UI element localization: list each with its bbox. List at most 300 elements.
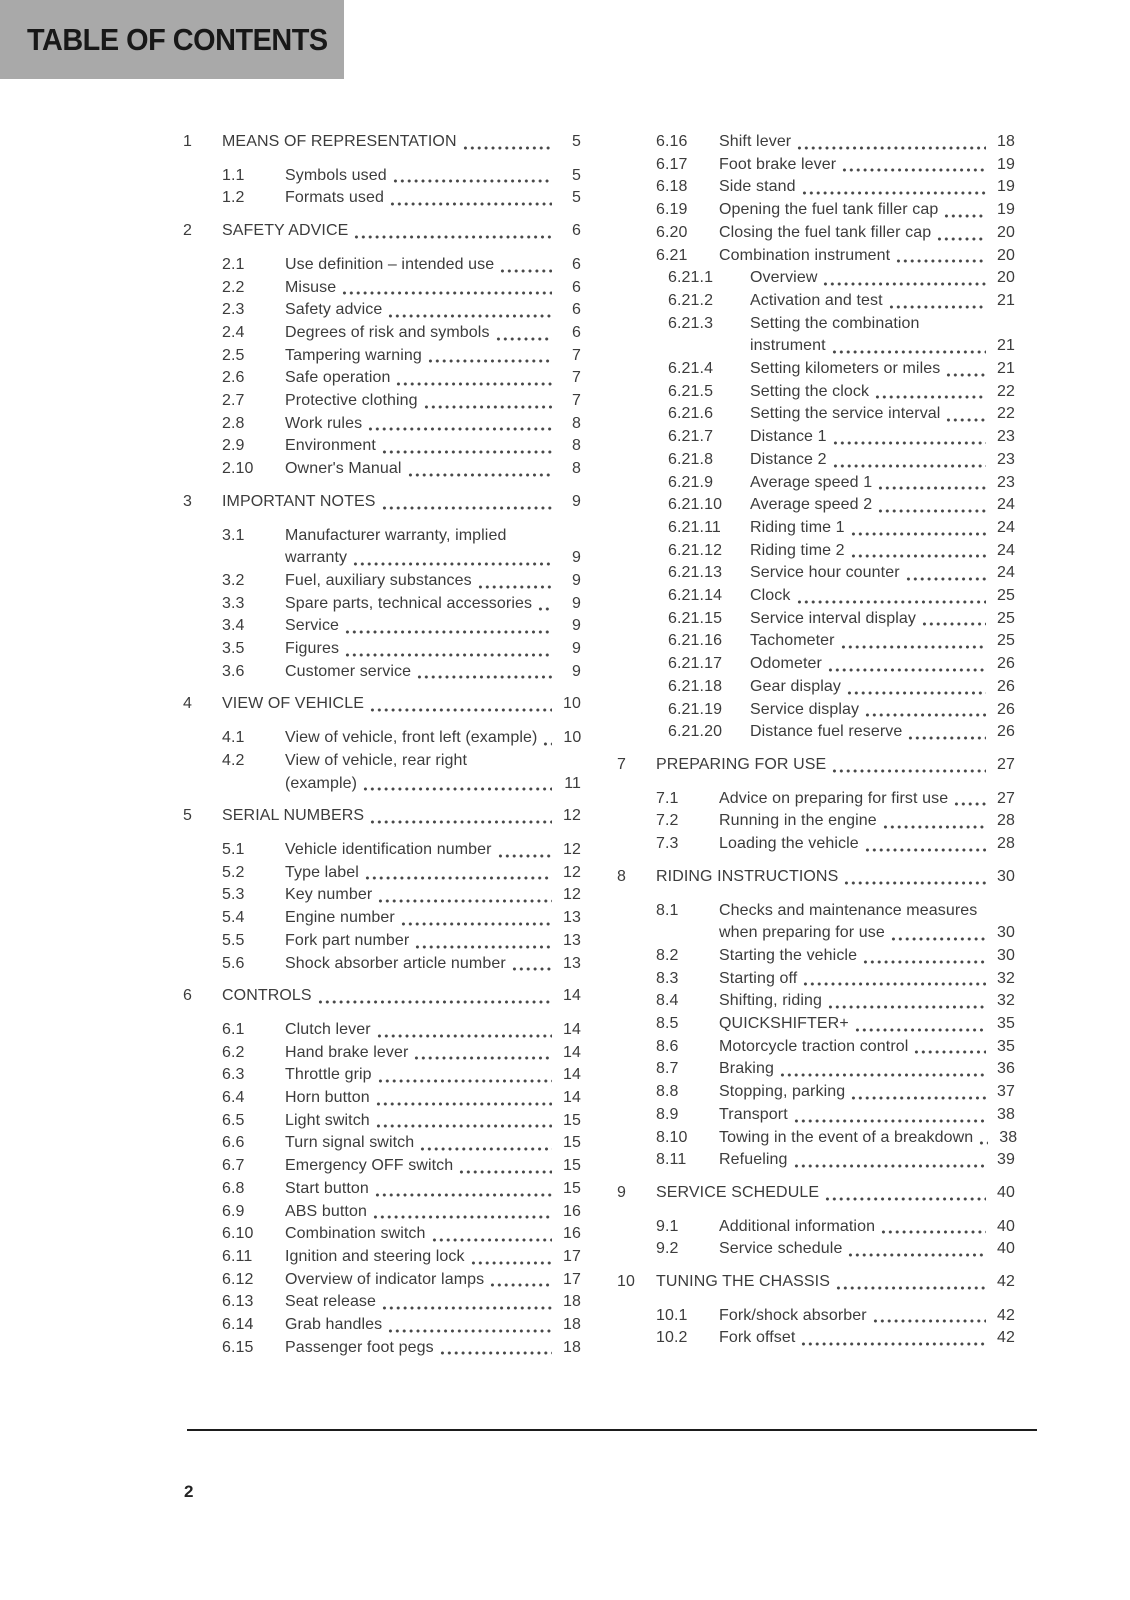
entry-page-number: 38 — [997, 1105, 1015, 1123]
entry-title: Motorcycle traction control — [719, 1037, 909, 1055]
toc-entry — [617, 1305, 1015, 1328]
entry-number: 6.6 — [222, 1134, 245, 1152]
entry-number: 6.21.9 — [668, 473, 714, 491]
entry-number: 6.15 — [222, 1338, 254, 1356]
entry-title-last-line — [719, 990, 1015, 1013]
entry-title-last-line — [222, 131, 581, 154]
entry-page-number: 26 — [997, 700, 1015, 718]
toc-entry — [183, 907, 581, 930]
entry-body — [750, 540, 1015, 563]
footer-rule — [187, 1429, 1037, 1431]
dot-leader — [462, 131, 552, 154]
entry-title-last-line — [750, 381, 1015, 404]
entry-body — [750, 472, 1015, 495]
entry-body — [750, 676, 1015, 699]
entry-page-number: 16 — [563, 1202, 581, 1220]
dot-leader — [793, 1104, 986, 1127]
entry-title-last-line — [656, 754, 1015, 777]
entry-title: Customer service — [285, 662, 412, 680]
dot-leader — [921, 608, 986, 631]
entry-title: MEANS OF REPRESENTATION — [222, 133, 457, 150]
toc-entry — [617, 1238, 1015, 1261]
toc-entry — [183, 277, 581, 300]
entry-title-last-line — [750, 585, 1015, 608]
entry-body — [750, 699, 1015, 722]
entry-title-last-line — [285, 1314, 581, 1337]
entry-title-last-line — [285, 1064, 581, 1087]
toc-entry — [617, 199, 1015, 222]
entry-body — [719, 1305, 1015, 1328]
toc-entry — [183, 985, 581, 1008]
dot-leader — [439, 1337, 552, 1360]
entry-page-number: 14 — [563, 1089, 581, 1107]
entry-number: 6.21.15 — [668, 609, 723, 627]
toc-entry — [617, 1127, 1018, 1150]
entry-page-number: 40 — [997, 1183, 1015, 1201]
entry-page-number: 25 — [997, 609, 1015, 627]
entry-page-number: 39 — [997, 1151, 1015, 1169]
entry-number: 6.3 — [222, 1066, 245, 1084]
entry-title: warranty — [285, 549, 348, 567]
entry-title: Foot brake lever — [719, 155, 837, 173]
entry-body — [719, 990, 1015, 1013]
entry-page-number: 27 — [997, 789, 1015, 807]
entry-title: SERVICE SCHEDULE — [656, 1183, 820, 1201]
entry-title: Symbols used — [285, 166, 387, 184]
toc-entry — [617, 630, 1015, 653]
entry-title-last-line — [719, 1216, 1015, 1239]
entry-number: 10.1 — [656, 1306, 688, 1324]
entry-number: 8.3 — [656, 969, 679, 987]
dot-leader — [831, 335, 986, 358]
dot-leader — [352, 547, 552, 570]
entry-body — [285, 907, 581, 930]
toc-entry — [183, 458, 581, 481]
entry-page-number: 16 — [563, 1225, 581, 1243]
entry-page-number: 15 — [563, 1134, 581, 1152]
entry-number: 2.7 — [222, 392, 245, 410]
toc-entry — [183, 839, 581, 862]
entry-title-last-line — [750, 426, 1015, 449]
entry-title-last-line — [719, 131, 1015, 154]
toc-entry — [183, 413, 581, 436]
dot-leader — [874, 381, 986, 404]
toc-entry — [183, 435, 581, 458]
entry-title-last-line — [285, 277, 581, 300]
entry-title-last-line — [750, 517, 1015, 540]
entry-title: Loading the vehicle — [719, 835, 859, 853]
entry-title-last-line — [656, 1182, 1015, 1205]
toc-entry — [617, 381, 1015, 404]
entry-number: 7.1 — [656, 789, 679, 807]
dot-leader — [395, 367, 552, 390]
toc-entry — [183, 165, 581, 188]
toc-entry — [183, 953, 581, 976]
toc-entry — [617, 1271, 1015, 1294]
entry-title: Average speed 2 — [750, 496, 873, 514]
entry-title: Side stand — [719, 178, 796, 196]
entry-title: Service display — [750, 700, 860, 718]
toc-entry — [617, 403, 1015, 426]
entry-page-number: 9 — [572, 662, 581, 680]
entry-title-last-line — [719, 1081, 1015, 1104]
toc-entry — [183, 1314, 581, 1337]
entry-number: 6.2 — [222, 1043, 245, 1061]
toc-entry — [617, 1081, 1015, 1104]
dot-leader — [376, 1019, 552, 1042]
entry-title: Fuel, auxiliary substances — [285, 571, 472, 589]
entry-body — [719, 900, 1015, 945]
dot-leader — [375, 1110, 552, 1133]
entry-page-number: 30 — [997, 867, 1015, 885]
dot-leader — [847, 1238, 986, 1261]
entry-body — [719, 176, 1015, 199]
entry-body — [285, 322, 581, 345]
toc-entry — [617, 517, 1015, 540]
entry-title: Light switch — [285, 1111, 370, 1129]
toc-entry — [183, 750, 581, 795]
entry-number: 2.10 — [222, 460, 254, 478]
entry-page-number: 6 — [572, 323, 581, 341]
entry-number: 3.5 — [222, 640, 245, 658]
entry-title: QUICKSHIFTER+ — [719, 1015, 849, 1033]
entry-page-number: 22 — [997, 382, 1015, 400]
entry-title: Setting kilometers or miles — [750, 360, 941, 378]
entry-body — [750, 517, 1015, 540]
toc-entry — [183, 1291, 581, 1314]
entry-number: 6.10 — [222, 1225, 254, 1243]
dot-leader — [796, 585, 986, 608]
entry-title-last-line — [285, 1110, 581, 1133]
entry-page-number: 28 — [997, 812, 1015, 830]
entry-title-last-line — [285, 458, 581, 481]
entry-number: 2.8 — [222, 414, 245, 432]
entry-title: Key number — [285, 886, 373, 904]
entry-page-number: 11 — [564, 774, 581, 792]
dot-leader — [362, 773, 552, 796]
entry-number: 6.5 — [222, 1111, 245, 1129]
entry-title: Towing in the event of a breakdown — [719, 1128, 974, 1146]
entry-title: Misuse — [285, 278, 337, 296]
entry-title: Horn button — [285, 1089, 370, 1107]
dot-leader — [344, 638, 552, 661]
entry-number: 3 — [183, 492, 192, 510]
toc-entry — [183, 345, 581, 368]
entry-body — [719, 810, 1015, 833]
entry-page-number: 42 — [997, 1273, 1015, 1291]
dot-leader — [372, 1201, 552, 1224]
entry-title: SAFETY ADVICE — [222, 222, 349, 240]
toc-entry — [617, 900, 1015, 945]
dot-leader — [381, 491, 552, 514]
entry-number: 6.12 — [222, 1270, 254, 1288]
entry-title-last-line — [719, 1238, 1015, 1261]
dot-leader — [978, 1127, 988, 1150]
entry-title: (example) — [285, 774, 358, 792]
entry-page-number: 8 — [572, 437, 581, 455]
entry-page-number: 37 — [997, 1083, 1015, 1101]
entry-number: 3.2 — [222, 571, 245, 589]
entry-body — [285, 661, 581, 684]
toc-entry — [183, 638, 581, 661]
dot-leader — [888, 290, 986, 313]
entry-title-last-line — [285, 907, 581, 930]
entry-title-last-line — [285, 299, 581, 322]
entry-page-number: 35 — [997, 1037, 1015, 1055]
dot-leader — [862, 945, 986, 968]
entry-title-last-line — [750, 540, 1015, 563]
entry-title-last-line — [750, 358, 1015, 381]
dot-leader — [392, 165, 552, 188]
entry-page-number: 7 — [572, 346, 581, 364]
entry-number: 8.5 — [656, 1015, 679, 1033]
entry-title-last-line — [719, 1036, 1015, 1059]
entry-title: Turn signal switch — [285, 1134, 415, 1152]
entry-page-number: 23 — [997, 473, 1015, 491]
entry-body — [285, 570, 581, 593]
entry-body — [222, 805, 581, 828]
toc-entry — [617, 449, 1015, 472]
entry-title: Advice on preparing for first use — [719, 789, 949, 807]
entry-title-last-line — [285, 593, 581, 616]
entry-number: 8.2 — [656, 946, 679, 964]
entry-title-line: Setting the combination — [750, 314, 920, 332]
dot-leader — [796, 131, 986, 154]
entry-page-number: 36 — [997, 1060, 1015, 1078]
entry-page-number: 9 — [572, 549, 581, 567]
entry-body — [285, 1110, 581, 1133]
entry-title: Degrees of risk and symbols — [285, 323, 490, 341]
entry-body — [285, 1087, 581, 1110]
entry-page-number: 9 — [572, 571, 581, 589]
toc-entry — [183, 299, 581, 322]
entry-title-last-line — [285, 1087, 581, 1110]
toc-entry — [183, 661, 581, 684]
entry-number: 1 — [183, 133, 192, 150]
entry-title: Stopping, parking — [719, 1083, 846, 1101]
entry-title: Braking — [719, 1060, 774, 1078]
entry-number: 9.2 — [656, 1240, 679, 1258]
toc-entry — [183, 254, 581, 277]
toc-entry — [617, 1104, 1015, 1127]
entry-number: 8.4 — [656, 992, 679, 1010]
toc-entry — [183, 1246, 581, 1269]
entry-title-last-line — [222, 985, 581, 1008]
toc-entry — [617, 676, 1015, 699]
toc-entry — [183, 1269, 581, 1292]
entry-body — [719, 1081, 1015, 1104]
entry-page-number: 9 — [572, 617, 581, 635]
entry-title-last-line — [719, 176, 1015, 199]
entry-title: Work rules — [285, 414, 363, 432]
entry-number: 2.3 — [222, 301, 245, 319]
entry-body — [285, 367, 581, 390]
dot-leader — [793, 1149, 986, 1172]
toc-entry — [183, 570, 581, 593]
entry-title-last-line — [750, 290, 1015, 313]
dot-leader — [413, 1042, 552, 1065]
entry-page-number: 24 — [997, 496, 1015, 514]
entry-title: Spare parts, technical accessories — [285, 594, 533, 612]
entry-page-number: 18 — [563, 1293, 581, 1311]
entry-number: 3.4 — [222, 617, 245, 635]
entry-title: Opening the fuel tank filler cap — [719, 201, 939, 219]
toc-entry — [183, 131, 581, 154]
entry-title-last-line — [222, 805, 581, 828]
entry-number: 6.11 — [222, 1247, 253, 1265]
entry-title-line: Checks and maintenance measures — [719, 901, 978, 919]
entry-title: Closing the fuel tank filler cap — [719, 223, 932, 241]
entry-title: Owner's Manual — [285, 460, 402, 478]
entry-title: Vehicle identification number — [285, 840, 492, 858]
entry-body — [719, 1104, 1015, 1127]
entry-body — [285, 1019, 581, 1042]
entry-title: Clutch lever — [285, 1020, 371, 1038]
dot-leader — [458, 1155, 552, 1178]
entry-number: 2.5 — [222, 346, 245, 364]
entry-page-number: 5 — [572, 133, 581, 150]
entry-page-number: 5 — [572, 189, 581, 207]
entry-title-last-line — [750, 472, 1015, 495]
entry-page-number: 14 — [563, 1066, 581, 1084]
entry-body — [222, 985, 581, 1008]
entry-body — [719, 945, 1015, 968]
entry-title: Tachometer — [750, 632, 835, 650]
entry-body — [719, 1127, 1018, 1150]
entry-number: 6.21.17 — [668, 655, 723, 673]
entry-title-line: Manufacturer warranty, implied — [285, 526, 507, 544]
entry-body — [285, 1042, 581, 1065]
entry-title: Odometer — [750, 655, 822, 673]
entry-title-last-line — [285, 1269, 581, 1292]
entry-body — [719, 154, 1015, 177]
dot-leader — [374, 1178, 552, 1201]
entry-title-last-line — [719, 788, 1015, 811]
entry-body — [719, 1327, 1015, 1350]
dot-leader — [387, 299, 552, 322]
entry-body — [285, 1201, 581, 1224]
toc-entry — [183, 187, 581, 210]
entry-page-number: 32 — [997, 969, 1015, 987]
toc-entry — [617, 245, 1015, 268]
dot-leader — [840, 630, 986, 653]
entry-title: Ignition and steering lock — [285, 1247, 465, 1265]
toc-entry — [183, 322, 581, 345]
entry-title: Fork part number — [285, 931, 410, 949]
entry-number: 6.21.4 — [668, 360, 714, 378]
entry-title: Fork offset — [719, 1329, 796, 1347]
dot-leader — [953, 788, 986, 811]
entry-title: PREPARING FOR USE — [656, 755, 827, 773]
dot-leader — [943, 199, 986, 222]
entry-title-last-line — [285, 1155, 581, 1178]
toc-entry — [617, 810, 1015, 833]
dot-leader — [367, 413, 552, 436]
entry-body — [285, 1223, 581, 1246]
entry-title: RIDING INSTRUCTIONS — [656, 867, 839, 885]
entry-title: Protective clothing — [285, 392, 418, 410]
dot-leader — [344, 615, 552, 638]
entry-number: 1.1 — [222, 166, 245, 184]
entry-title: Riding time 2 — [750, 541, 845, 559]
entry-number: 6 — [183, 987, 192, 1005]
entry-page-number: 19 — [997, 178, 1015, 196]
toc-entry — [183, 525, 581, 570]
toc-entry — [183, 1223, 581, 1246]
toc-entry — [617, 1013, 1015, 1036]
entry-page-number: 12 — [563, 863, 581, 881]
entry-number: 2.2 — [222, 278, 245, 296]
entry-title-last-line — [750, 676, 1015, 699]
entry-title-last-line — [285, 345, 581, 368]
entry-page-number: 12 — [563, 807, 581, 825]
entry-number: 6.4 — [222, 1089, 245, 1107]
dot-leader — [495, 322, 552, 345]
dot-leader — [850, 517, 986, 540]
entry-number: 5 — [183, 807, 192, 825]
entry-number: 8 — [617, 867, 626, 885]
dot-leader — [945, 358, 986, 381]
entry-title: View of vehicle, front left (example) — [285, 729, 538, 747]
entry-title-last-line — [285, 862, 581, 885]
entry-body — [719, 1238, 1015, 1261]
entry-page-number: 20 — [997, 246, 1015, 264]
entry-title: Start button — [285, 1179, 369, 1197]
entry-page-number: 14 — [563, 1043, 581, 1061]
entry-title: Throttle grip — [285, 1066, 372, 1084]
entry-title: Shift lever — [719, 133, 792, 150]
entry-body — [719, 833, 1015, 856]
entry-title-last-line — [285, 1223, 581, 1246]
entry-title-last-line — [285, 187, 581, 210]
entry-number: 9 — [617, 1183, 626, 1201]
entry-page-number: 12 — [563, 840, 581, 858]
entry-body — [285, 345, 581, 368]
entry-page-number: 18 — [563, 1338, 581, 1356]
entry-number: 2.4 — [222, 323, 245, 341]
entry-body — [285, 1132, 581, 1155]
entry-title-last-line — [719, 968, 1015, 991]
entry-title-last-line — [285, 165, 581, 188]
toc-entry — [617, 1216, 1015, 1239]
toc-entry — [183, 220, 581, 243]
entry-page-number: 40 — [997, 1240, 1015, 1258]
toc-entry — [617, 562, 1015, 585]
dot-leader — [824, 1182, 986, 1205]
entry-body — [285, 1337, 581, 1360]
toc-entry — [183, 884, 581, 907]
toc-entry — [183, 862, 581, 885]
entry-title-last-line — [719, 833, 1015, 856]
toc-entry — [617, 585, 1015, 608]
dot-leader — [427, 345, 552, 368]
entry-title-last-line — [285, 953, 581, 976]
entry-number: 2.1 — [222, 255, 245, 273]
entry-title: Shifting, riding — [719, 992, 822, 1010]
entry-title: Hand brake lever — [285, 1043, 409, 1061]
entry-body — [285, 390, 581, 413]
entry-page-number: 5 — [572, 166, 581, 184]
entry-page-number: 13 — [563, 909, 581, 927]
entry-title: Safety advice — [285, 301, 383, 319]
entry-title-last-line — [719, 810, 1015, 833]
toc-entry — [183, 1201, 581, 1224]
entry-number: 6.21.1 — [668, 269, 714, 287]
dot-leader — [945, 403, 986, 426]
toc-entry — [183, 1178, 581, 1201]
entry-page-number: 8 — [572, 460, 581, 478]
entry-body — [719, 1149, 1015, 1172]
